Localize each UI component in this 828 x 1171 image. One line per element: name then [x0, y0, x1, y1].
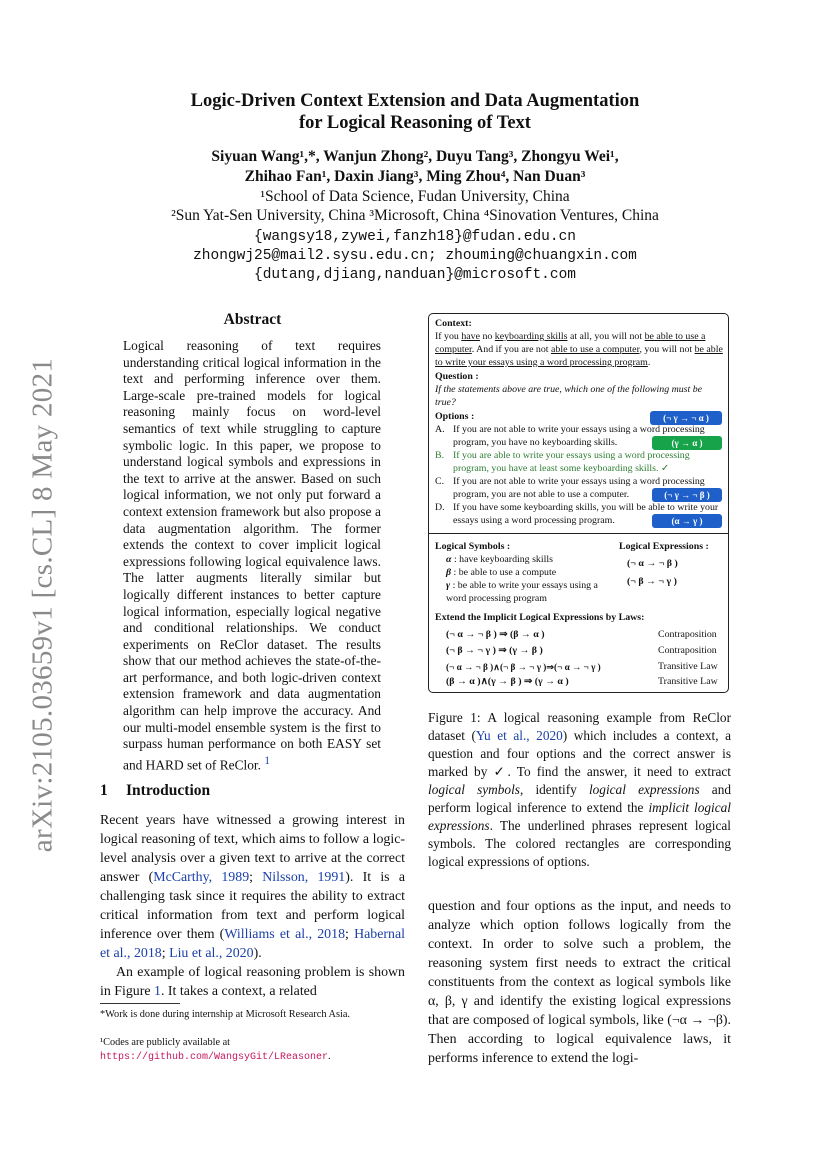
expression-2: (¬ β → ¬ γ ) [627, 576, 677, 587]
footnote-divider [100, 1003, 180, 1004]
email-line-2: zhongwj25@mail2.sysu.edu.cn; zhouming@chuangxin.com [193, 248, 637, 264]
law-row-3-expression: (¬ α → ¬ β )∧(¬ β → ¬ γ )⇒(¬ α → ¬ γ ) [446, 662, 601, 672]
citation-liu[interactable]: Liu et al., 2020 [169, 946, 254, 961]
citation-mccarthy[interactable]: McCarthy, 1989 [153, 870, 250, 885]
symbol-gamma: γ : be able to write your essays using a word processing program [446, 580, 598, 604]
figure-1-caption: Figure 1: A logical reasoning example from ReClor dataset (Yu et al., 2020) which includes a context, a question and four options and the correct answer is marked by ✓. To find the answer, it need to extract logical symbols, identify logical expressions and perform logical inference to extend the implicit logical expressions. The underlined phrases represent logical symbols. The colored rectangles are corresponding logical expressions of options. [428, 710, 732, 869]
figure-divider [428, 533, 729, 534]
symbol-beta: β : be able to use a compute [446, 567, 557, 578]
intro-paragraph-1: Recent years have witnessed a growing interest in logical reasoning of text, which aims to follow a logic-level analysis over a given text to arrive at the correct answer (McCarthy, 1989; Nilsson, 1991). It is a challenging task since it requires the ability to extract critical information from text and perform logical inference over them (Williams et al., 2018; Habernal et al., 2018; Liu et al., 2020). An example of logical reasoning problem is shown in Figure 1. It takes a context, a related [100, 813, 405, 999]
paper-title: Logic-Driven Context Extension and Data Augmentation for Logical Reasoning of Text [190, 91, 640, 133]
option-a: A. If you are not able to write your essays using a word processing program, you have no keyboarding skills. [435, 424, 705, 448]
figure-reference[interactable]: 1 [154, 984, 161, 999]
option-d: D. If you have some keyboarding skills, you will be able to write your essays using a word processing program. [435, 502, 719, 526]
affiliation-2: ²Sun Yat-Sen University, China ³Microsoft, China ⁴Sinovation Ventures, China [171, 207, 659, 224]
abstract-footnote-mark[interactable]: 1 [264, 754, 270, 767]
option-c-expression-tag: (¬ γ → ¬ β ) [652, 488, 722, 502]
logical-symbols-label: Logical Symbols : [435, 541, 511, 552]
expression-1: (¬ α → ¬ β ) [627, 558, 678, 569]
option-b-expression-tag: (γ → α ) [652, 436, 722, 450]
citation-williams[interactable]: Williams et al., 2018 [224, 927, 346, 942]
citation-yu[interactable]: Yu et al., 2020 [475, 728, 563, 743]
section-heading-introduction: 1 Introduction [100, 782, 211, 799]
abstract-heading: Abstract [223, 311, 282, 328]
law-row-1-expression: (¬ α → ¬ β ) ⇒ (β → α ) [446, 629, 545, 640]
option-d-expression-tag: (α → γ ) [652, 514, 722, 528]
law-row-2-expression: (¬ β → ¬ γ ) ⇒ (γ → β ) [446, 645, 543, 656]
option-b-correct: B. If you are able to write your essays using a word processing program, you have at least some keyboarding skills. ✓ [435, 450, 690, 474]
law-row-4-name: Transitive Law [658, 676, 718, 687]
citation-nilsson[interactable]: Nilsson, 1991 [262, 870, 346, 885]
option-c: C. If you are not able to write your essays using a word processing program, you are not able to use a computer. [435, 476, 705, 500]
email-line-1: {wangsy18,zywei,fanzh18}@fudan.edu.cn [254, 229, 576, 245]
extend-laws-label: Extend the Implicit Logical Expressions by Laws: [435, 612, 645, 623]
intro-paragraph-continued: question and four options as the input, and needs to analyze which option follows logically from the context. In order to solve such a problem, the reasoning system first needs to extract the critical constituents from the context as logical symbols like α, β, γ and identify the existing logical expressions that are composed of logical symbols, like (¬α → ¬β). Then according to logical equivalence laws, it performs inference to extend the logi- [428, 899, 731, 1066]
figure-context: Context: If you have no keyboarding skills at all, you will not be able to use a computer. And if you are not able to use a computer, you will not be able to write your essays using a word processing program. [435, 318, 723, 368]
abstract-body: Logical reasoning of text requires understanding critical logical information in the text and performing inference over them. Large-scale pre-trained models for logical reasoning mainly focus on word-level semantics of text while struggling to capture symbolic logic. In this paper, we propose to understand logical symbols and expressions in the text to arrive at the answer. Based on such logical information, we not only put forward a context extension framework but also propose a data augmentation algorithm. The former extends the context to cover implicit logical expressions following logical equivalence laws. The latter augments literally similar but logically different instances to better capture logical information, especially logical negative and conditional relationships. We conduct experiments on ReClor dataset. The results show that our method achieves the state-of-the-art performance, and both logic-driven context extension framework and data augmentation algorithm can help improve the accuracy. And our multi-model ensemble system is the first to surpass human performance on both EASY set and HARD set of ReClor. $^1$ [123, 338, 381, 773]
author-list: Siyuan Wang¹,*, Wanjun Zhong², Duyu Tang³, Zhongyu Wei¹, Zhihao Fan¹, Daxin Jiang³, Ming Zhou⁴, Nan Duan³ [211, 148, 619, 185]
law-row-4-expression: (β → α )∧(γ → β ) ⇒ (γ → α ) [446, 676, 569, 687]
citation-habernal[interactable]: Habernal et al., 2018 [100, 927, 405, 961]
law-row-3-name: Transitive Law [658, 661, 718, 672]
symbol-alpha: α : have keyboarding skills [446, 554, 553, 565]
law-row-1-name: Contraposition [658, 629, 717, 640]
figure-question: Question : If the statements above are true, which one of the following must be true? [435, 371, 703, 408]
logical-expressions-label: Logical Expressions : [619, 541, 709, 552]
intro-paragraph-2: An example of logical reasoning problem is shown in Figure 1. It takes a context, a related [100, 965, 405, 999]
footnote-2: ¹Codes are publicly available at https://github.com/WangsyGit/LReasoner. [100, 1037, 331, 1063]
footnote-1: *Work is done during internship at Microsoft Research Asia. [100, 1009, 350, 1020]
affiliation-1: ¹School of Data Science, Fudan University, China [260, 188, 570, 205]
github-link[interactable]: https://github.com/WangsyGit/LReasoner [100, 1051, 329, 1063]
figure-options-label: Options : [435, 411, 475, 422]
law-row-2-name: Contraposition [658, 645, 717, 656]
arxiv-identifier: arXiv:2105.03659v1 [cs.CL] 8 May 2021 [26, 357, 59, 853]
option-a-expression-tag: (¬ γ → ¬ α ) [650, 411, 722, 425]
email-line-3: {dutang,djiang,nanduan}@microsoft.com [254, 267, 576, 283]
